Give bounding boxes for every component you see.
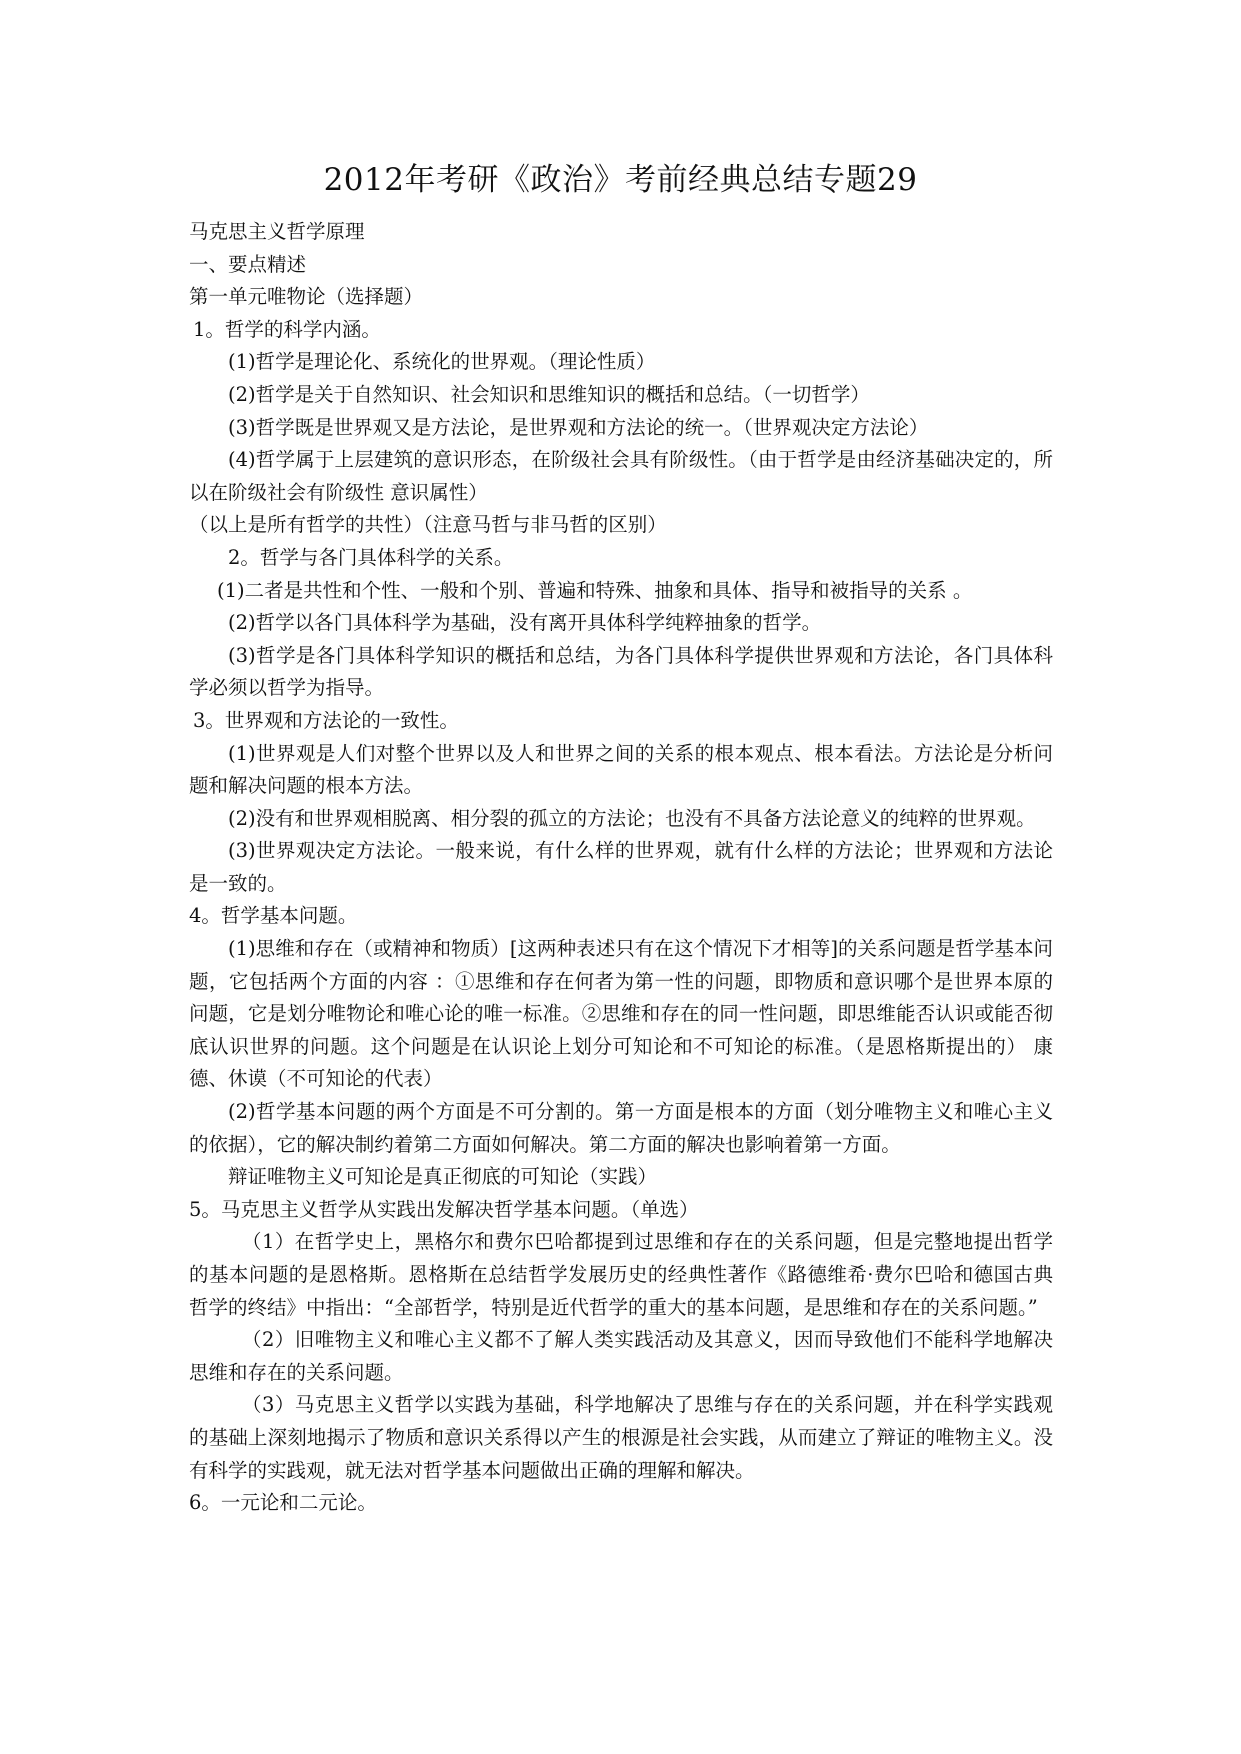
paragraph: （以上是所有哲学的共性）（注意马哲与非马哲的区别） [189, 513, 667, 537]
paragraph: （1）在哲学史上，黑格尔和费尔巴哈都提到过思维和存在的关系问题，但是完整地提出哲学的基本问题的是恩格斯。恩格斯在总结哲学发展历史的经典性著作《路德维希·费尔巴哈和德国古典哲学的终结》中指出：“全部哲学，特别是近代哲学的重大的基本问题，是思维和存在的关系问题。” [189, 1230, 1053, 1319]
paragraph: (2)哲学基本问题的两个方面是不可分割的。第一方面是根本的方面（划分唯物主义和唯心主义的依据），它的解决制约着第二方面如何解决。第二方面的解决也影响着第一方面。 [189, 1100, 1053, 1156]
paragraph: (2)哲学是关于自然知识、社会知识和思维知识的概括和总结。（一切哲学） [228, 382, 870, 406]
paragraph: 第一单元唯物论（选择题） [189, 285, 424, 309]
paragraph: 5。马克思主义哲学从实践出发解决哲学基本问题。（单选） [189, 1197, 699, 1221]
paragraph: 辩证唯物主义可知论是真正彻底的可知论（实践） [228, 1165, 658, 1189]
paragraph: 4。哲学基本问题。 [189, 904, 358, 928]
paragraph: 3。世界观和方法论的一致性。 [193, 708, 459, 732]
paragraph: 6。一元论和二元论。 [189, 1491, 377, 1515]
paragraph: (3)哲学既是世界观又是方法论，是世界观和方法论的统一。（世界观决定方法论） [228, 415, 929, 439]
paragraph: 2。哲学与各门具体科学的关系。 [228, 545, 514, 569]
paragraph: 1。哲学的科学内涵。 [193, 317, 381, 341]
paragraph: （2）旧唯物主义和唯心主义都不了解人类实践活动及其意义，因而导致他们不能科学地解决思维和存在的关系问题。 [189, 1328, 1053, 1384]
paragraph: (1)哲学是理论化、系统化的世界观。（理论性质） [228, 350, 656, 374]
paragraph: 马克思主义哲学原理 [189, 220, 365, 243]
page-title: 2012年考研《政治》考前经典总结专题29 [323, 162, 918, 198]
paragraph: (1)世界观是人们对整个世界以及人和世界之间的关系的根本观点、根本看法。方法论是分析问题和解决问题的根本方法。 [189, 741, 1053, 798]
paragraph: (2)哲学以各门具体科学为基础，没有离开具体科学纯粹抽象的哲学。 [228, 611, 822, 635]
paragraph: (3)哲学是各门具体科学知识的概括和总结，为各门具体科学提供世界观和方法论，各门具体科学必须以哲学为指导。 [189, 643, 1053, 700]
paragraph: (2)没有和世界观相脱离、相分裂的孤立的方法论；也没有不具备方法论意义的纯粹的世界观。 [228, 806, 1036, 830]
paragraph: （3）马克思主义哲学以实践为基础，科学地解决了思维与存在的关系问题，并在科学实践观的基础上深刻地揭示了物质和意识关系得以产生的根源是社会实践，从而建立了辩证的唯物主义。没有科学的实践观，就无法对哲学基本问题做出正确的理解和解决。 [189, 1393, 1053, 1482]
paragraph: 一、要点精述 [189, 252, 307, 276]
paragraph: (1)思维和存在（或精神和物质）[这两种表述只有在这个情况下才相等]的关系问题是哲学基本问题，它包括两个方面的内容 ：①思维和存在何者为第一性的问题，即物质和意识哪个是世界本原的问题，它是划分唯物论和唯心论的唯一标准。②思维和存在的同一性问题，即思维能否认识或能否彻底认识世界的问题。这个问题是在认识论上划分可知论和不可知论的标准。（是恩格斯提出的） 康德、休谟（不可知论的代表） [189, 937, 1053, 1091]
paragraph: (4)哲学属于上层建筑的意识形态，在阶级社会具有阶级性。（由于哲学是由经济基础决定的，所以在阶级社会有阶级性 意识属性） [189, 448, 1053, 504]
document-body [189, 216, 1053, 1520]
paragraph: (3)世界观决定方法论。一般来说，有什么样的世界观，就有什么样的方法论；世界观和方法论是一致的。 [189, 839, 1053, 895]
paragraph: (1)二者是共性和个性、一般和个别、普遍和特殊、抽象和具体、指导和被指导的关系 。 [217, 578, 973, 602]
